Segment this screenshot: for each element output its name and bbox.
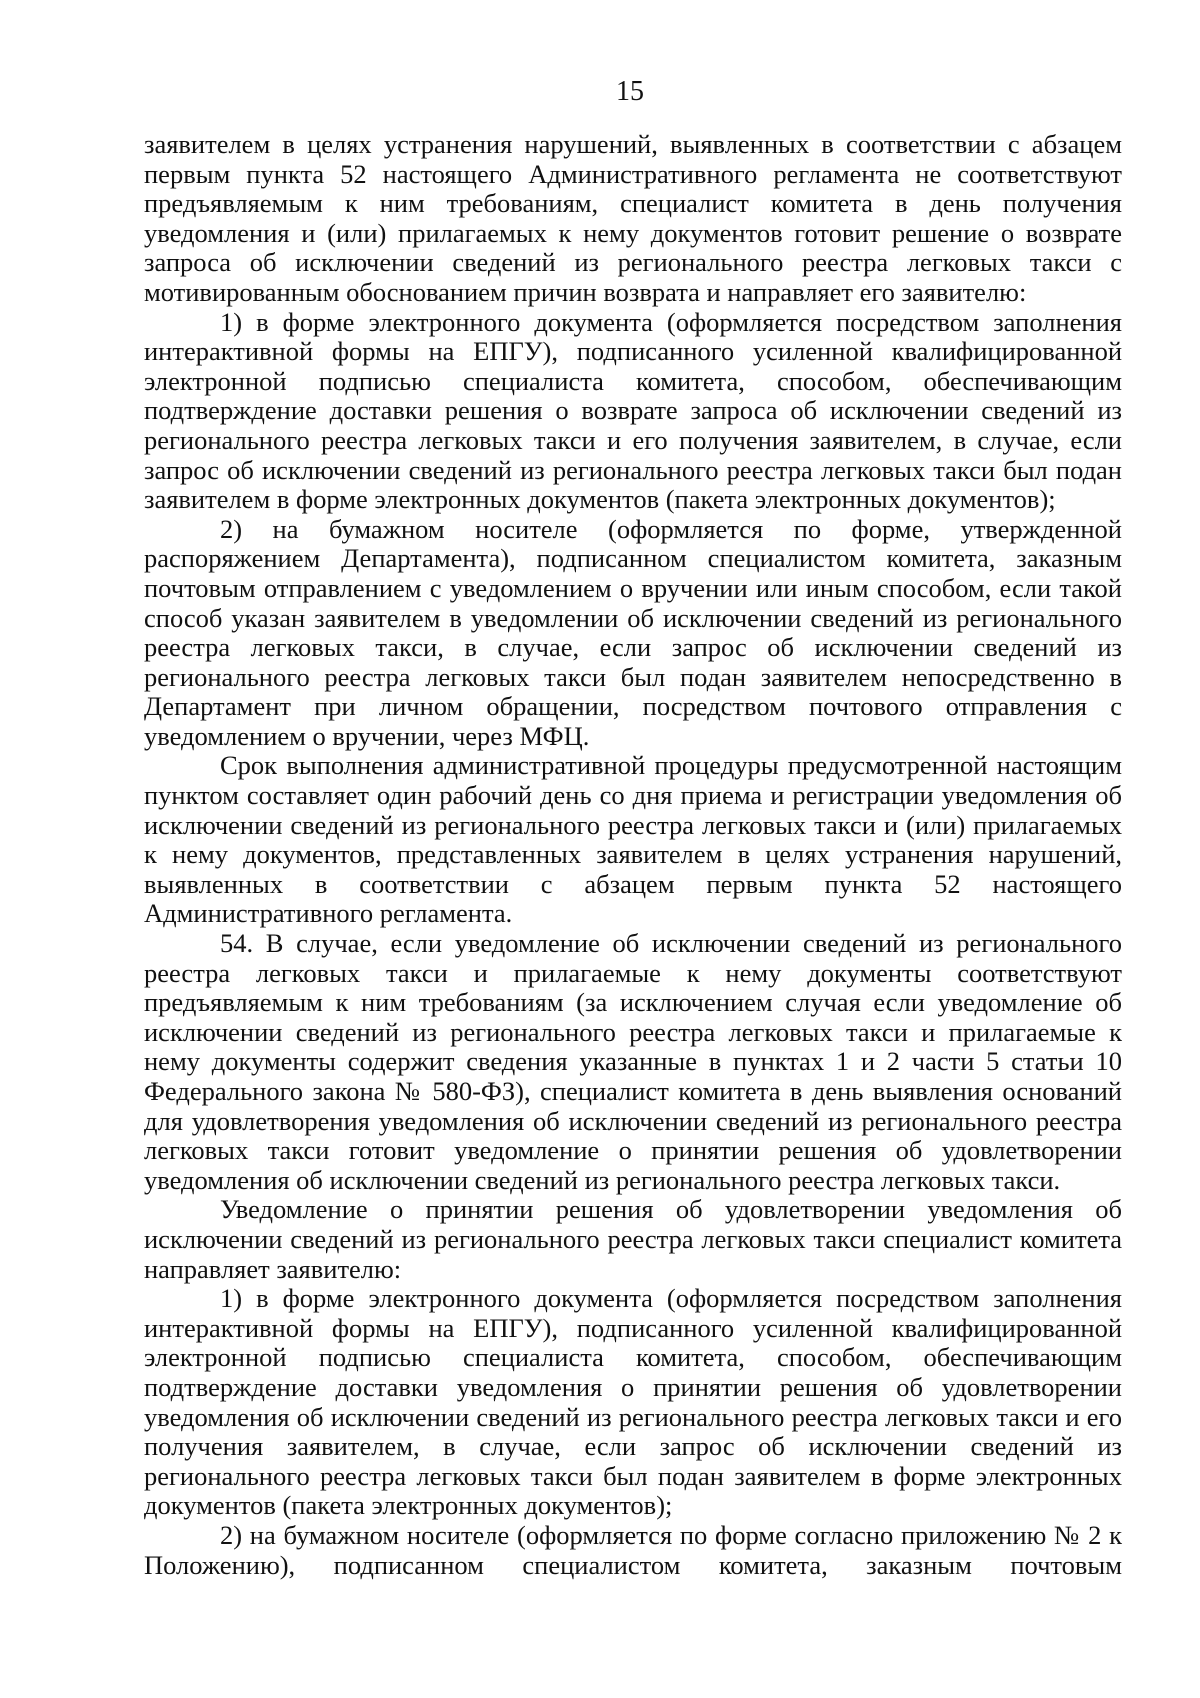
page-number: 15 xyxy=(616,76,644,107)
paragraph-item-54: 54. В случае, если уведомление об исключении сведений из регионального реестра легковых такси и прилагаемые к нему документы соответствуют предъявляемым к ним требованиям (за исключением случая если уведомление об исключении сведений из регионального реестра легковых такси и прилагаемые к нему документы содержит сведения указанные в пунктах 1 и 2 части 5 статьи 10 Федерального закона № 580-ФЗ), специалист комитета в день выявления оснований для удовлетворения уведомления об исключении сведений из регионального реестра легковых такси готовит уведомление о принятии решения об удовлетворении уведомления об исключении сведений из регионального реестра легковых такси. xyxy=(144,928,1122,1195)
document-body xyxy=(144,130,1122,1580)
paragraph-electronic-form-approval: 1) в форме электронного документа (оформляется посредством заполнения интерактивной формы на ЕПГУ), подписанного усиленной квалифицированной электронной подписью специалиста комитета, способом, обеспечивающим подтверждение доставки уведомления о принятии решения об удовлетворении уведомления об исключении сведений из регионального реестра легковых такси и его получения заявителем, в случае, если запрос об исключении сведений из регионального реестра легковых такси был подан заявителем в форме электронных документов (пакета электронных документов); xyxy=(144,1283,1122,1521)
paragraph-electronic-form-return: 1) в форме электронного документа (оформляется посредством заполнения интерактивной формы на ЕПГУ), подписанного усиленной квалифицированной электронной подписью специалиста комитета, способом, обеспечивающим подтверждение доставки решения о возврате запроса об исключении сведений из регионального реестра легковых такси и его получения заявителем, в случае, если запрос об исключении сведений из регионального реестра легковых такси был подан заявителем в форме электронных документов (пакета электронных документов); xyxy=(144,306,1122,515)
paragraph-notification-sending: Уведомление о принятии решения об удовлетворении уведомления об исключении сведений из регионального реестра легковых такси специалист комитета направляет заявителю: xyxy=(144,1194,1122,1284)
paragraph-continuation: заявителем в целях устранения нарушений, выявленных в соответствии с абзацем первым пункта 52 настоящего Административного регламента не соответствуют предъявляемым к ним требованиям, специалист комитета в день получения уведомления и (или) прилагаемых к нему документов готовит решение о возврате запроса об исключении сведений из регионального реестра легковых такси с мотивированным обоснованием причин возврата и направляет его заявителю: xyxy=(144,129,1122,307)
paragraph-paper-form-approval: 2) на бумажном носителе (оформляется по форме согласно приложению № 2 к Положению), подписанном специалистом комитета, заказным почтовым xyxy=(144,1519,1122,1580)
paragraph-procedure-deadline: Срок выполнения административной процедуры предусмотренной настоящим пунктом составляет один рабочий день со дня приема и регистрации уведомления об исключении сведений из регионального реестра легковых такси и (или) прилагаемых к нему документов, представленных заявителем в целях устранения нарушений, выявленных в соответствии с абзацем первым пункта 52 настоящего Административного регламента. xyxy=(144,750,1122,929)
paragraph-paper-form-return: 2) на бумажном носителе (оформляется по форме, утвержденной распоряжением Департамента), подписанном специалистом комитета, заказным почтовым отправлением с уведомлением о вручении или иным способом, если такой способ указан заявителем в уведомлении об исключении сведений из регионального реестра легковых такси, в случае, если запрос об исключении сведений из регионального реестра легковых такси был подан заявителем непосредственно в Департамент при личном обращении, посредством почтового отправления с уведомлением о вручении, через МФЦ. xyxy=(144,513,1122,751)
